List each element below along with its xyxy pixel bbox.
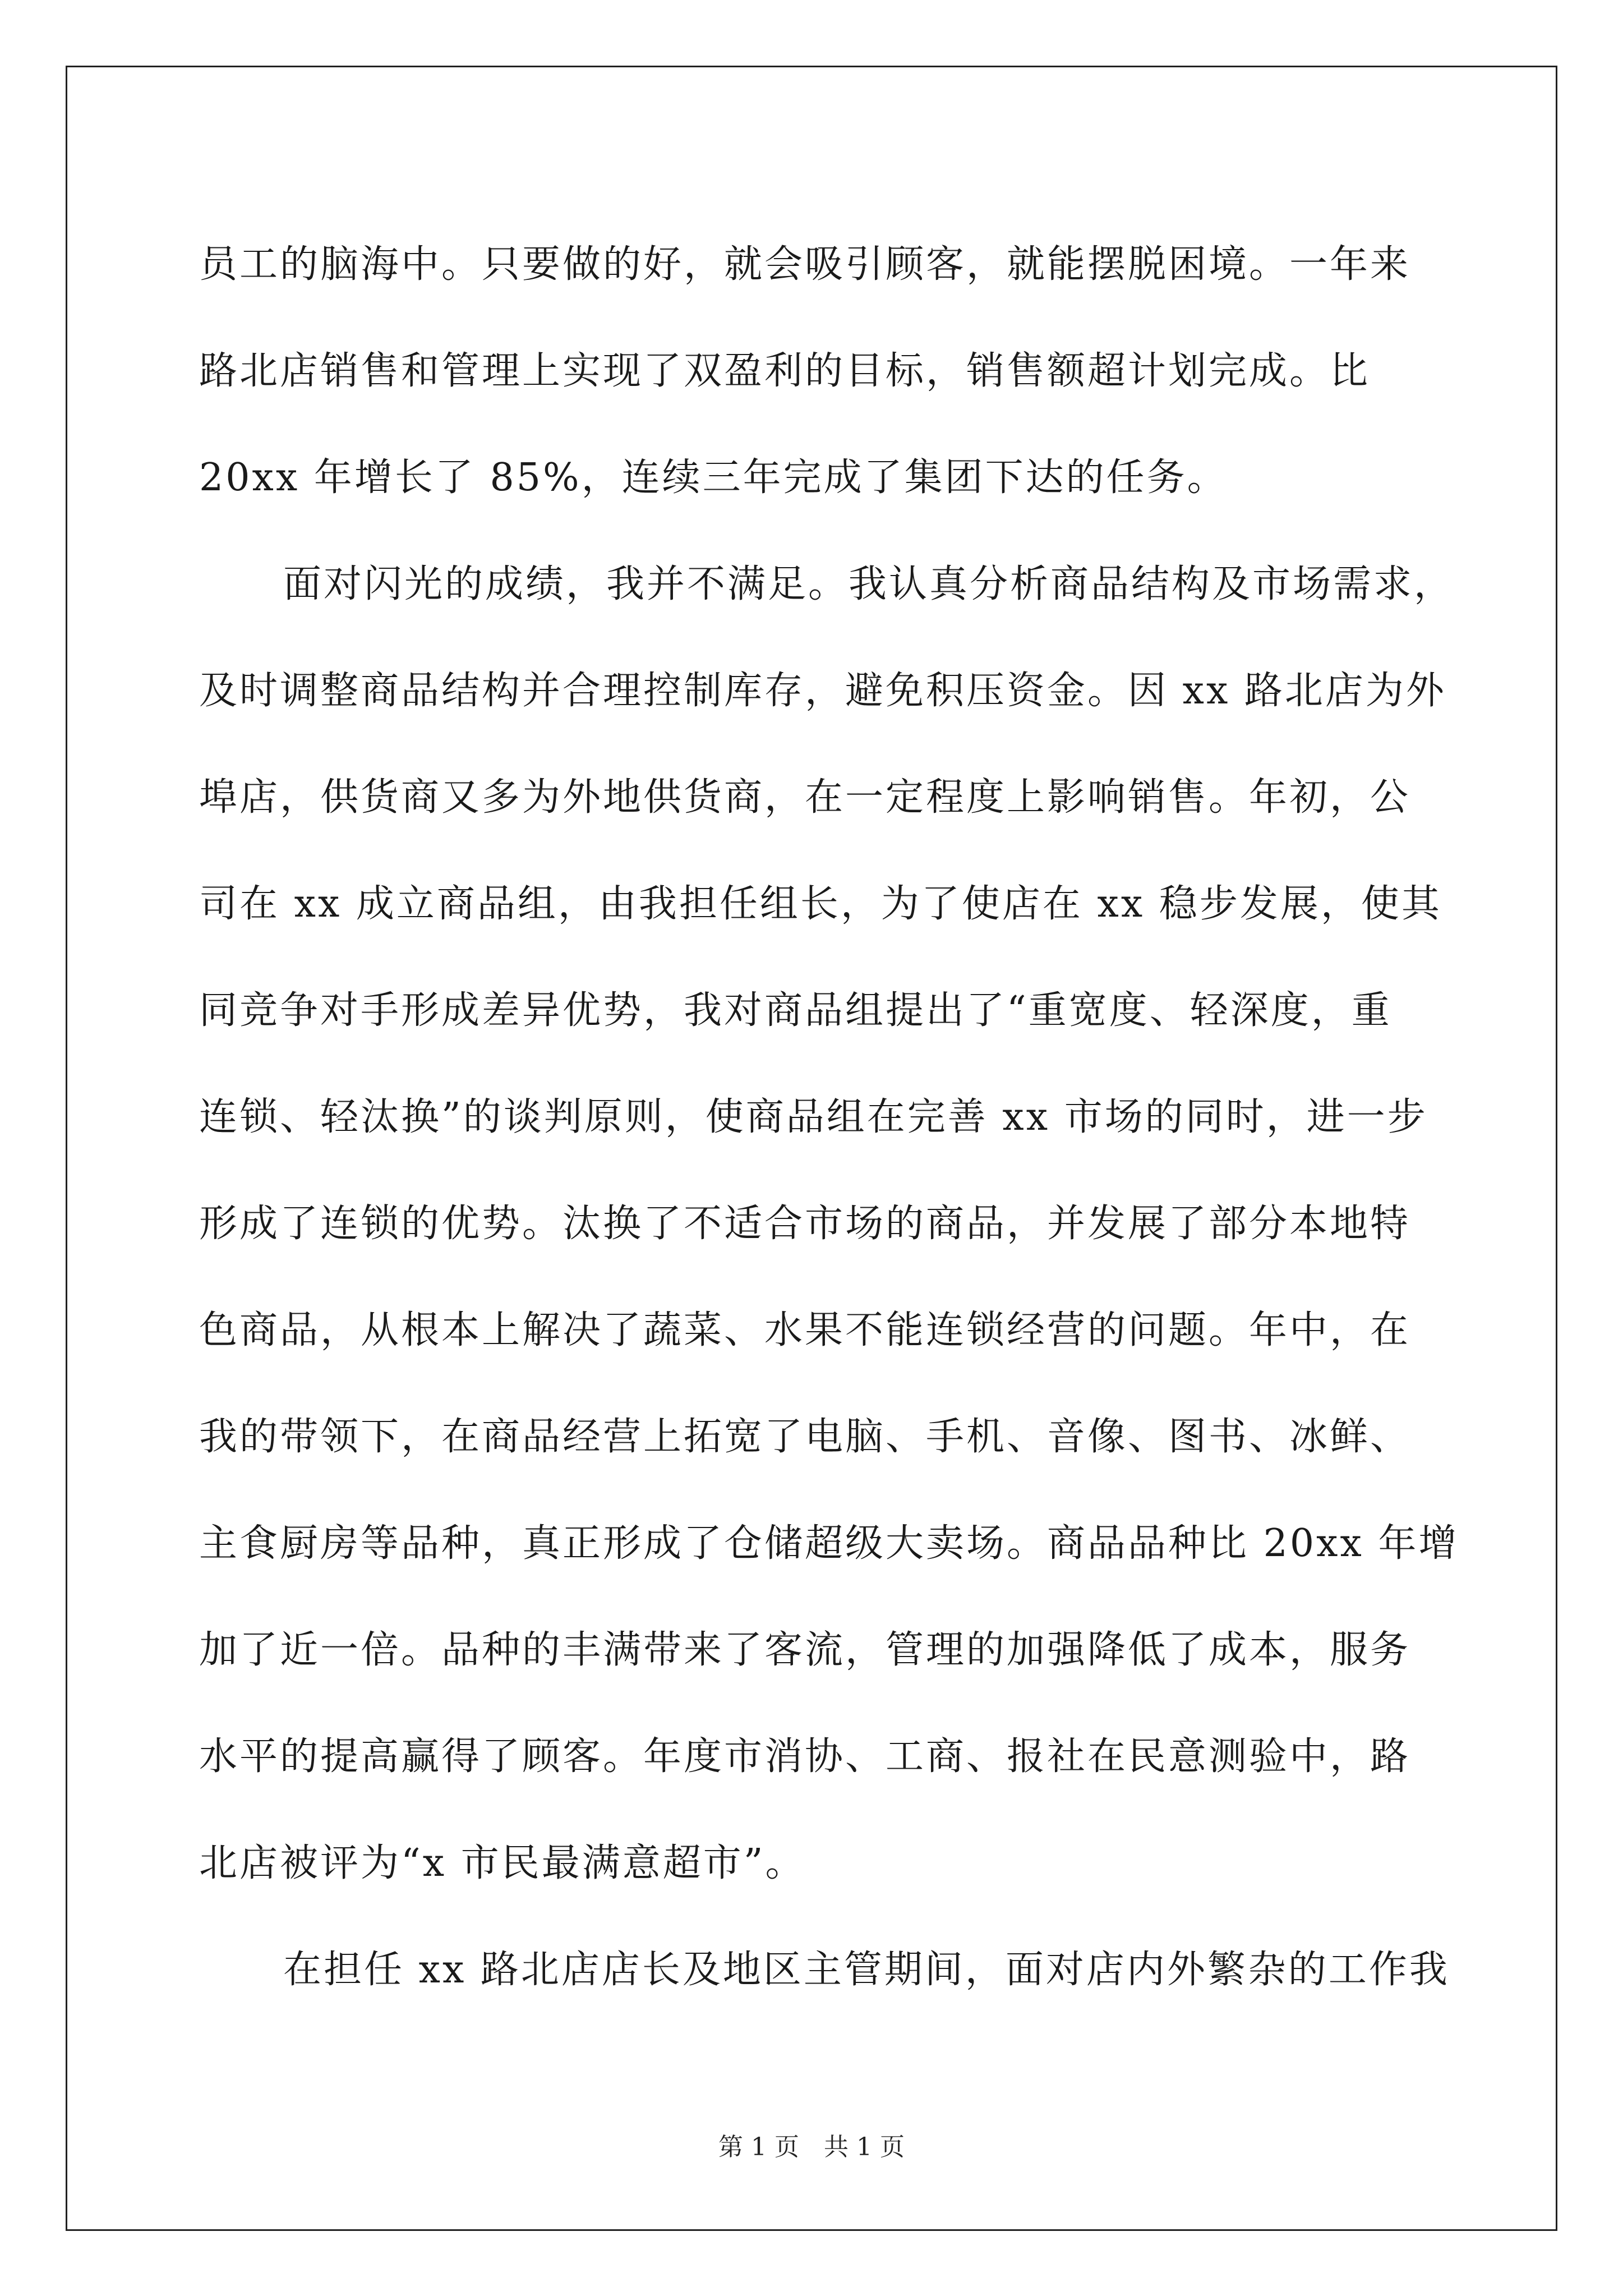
text-line: 在担任 xx 路北店店长及地区主管期间，面对店内外繁杂的工作我 [283,1948,1450,1992]
text-line: 员工的脑海中。只要做的好，就会吸引顾客，就能摆脱困境。一年来 [199,242,1411,287]
text-line: 色商品，从根本上解决了蔬菜、水果不能连锁经营的问题。年中，在 [199,1308,1411,1352]
text-line: 路北店销售和管理上实现了双盈利的目标，销售额超计划完成。比 [199,349,1371,393]
page-footer: 第 1 页 共 1 页 [718,2133,905,2161]
text-line: 加了近一倍。品种的丰满带来了客流，管理的加强降低了成本，服务 [199,1628,1411,1672]
document-body [199,211,1459,2023]
text-line: 司在 xx 成立商品组，由我担任组长，为了使店在 xx 稳步发展，使其 [199,882,1442,926]
text-line: 面对闪光的成绩，我并不满足。我认真分析商品结构及市场需求， [283,562,1455,606]
text-line: 北店被评为“x 市民最满意超市”。 [199,1841,806,1885]
text-line: 及时调整商品结构并合理控制库存，避免积压资金。因 xx 路北店为外 [199,669,1446,713]
text-line: 水平的提高赢得了顾客。年度市消协、工商、报社在民意测验中，路 [199,1734,1411,1779]
text-line: 埠店，供货商又多为外地供货商，在一定程度上影响销售。年初，公 [199,775,1411,820]
text-line: 20xx 年增长了 85%，连续三年完成了集团下达的任务。 [199,455,1228,500]
text-line: 主食厨房等品种，真正形成了仓储超级大卖场。商品品种比 20xx 年增 [199,1521,1459,1566]
text-line: 我的带领下，在商品经营上拓宽了电脑、手机、音像、图书、冰鲜、 [199,1415,1411,1459]
text-line: 形成了连锁的优势。汰换了不适合市场的商品，并发展了部分本地特 [199,1202,1411,1246]
text-line: 同竞争对手形成差异优势，我对商品组提出了“重宽度、轻深度，重 [199,988,1392,1033]
text-line: 连锁、轻汰换”的谈判原则，使商品组在完善 xx 市场的同时，进一步 [199,1095,1428,1139]
